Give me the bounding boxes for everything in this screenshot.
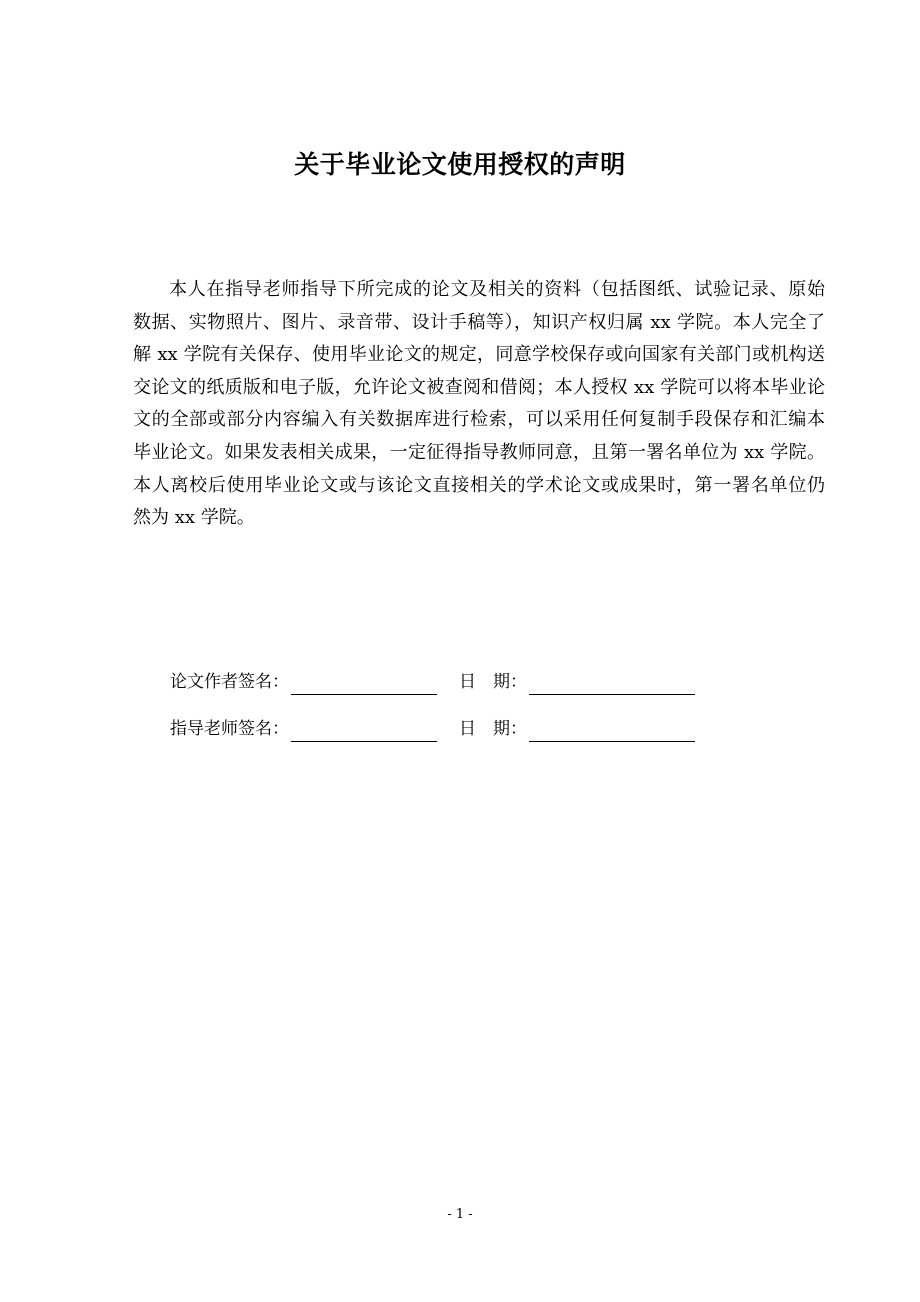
advisor-signature-row <box>170 716 695 742</box>
body-line: 文的全部或部分内容编入有关数据库进行检索，可以采用任何复制手段保存和汇编本 <box>133 409 825 431</box>
author-signature-row <box>170 669 695 695</box>
author-date-line <box>529 676 695 695</box>
author-date-label: 日 期： <box>459 672 527 692</box>
declaration-body <box>133 274 825 535</box>
advisor-date-label: 日 期： <box>459 719 527 739</box>
body-line: 本人离校后使用毕业论文或与该论文直接相关的学术论文或成果时，第一署名单位仍 <box>133 474 825 496</box>
body-line: 本人在指导老师指导下所完成的论文及相关的资料（包括图纸、试验记录、原始 <box>169 279 825 300</box>
body-line: 解 xx 学院有关保存、使用毕业论文的规定，同意学校保存或向国家有关部门或机构送 <box>133 344 825 366</box>
page-number: - 1 - <box>447 1207 473 1222</box>
author-signature-label: 论文作者签名： <box>170 672 289 692</box>
body-line: 然为 xx 学院。 <box>133 507 255 529</box>
advisor-signature-line <box>291 723 437 742</box>
body-line: 毕业论文。如果发表相关成果，一定征得指导教师同意，且第一署名单位为 xx 学院。 <box>133 441 825 463</box>
body-line: 交论文的纸质版和电子版，允许论文被查阅和借阅；本人授权 xx 学院可以将本毕业论 <box>133 376 825 398</box>
advisor-signature-label: 指导老师签名： <box>170 719 289 739</box>
body-line: 数据、实物照片、图片、录音带、设计手稿等），知识产权归属 xx 学院。本人完全了 <box>133 311 825 333</box>
document-title: 关于毕业论文使用授权的声明 <box>294 150 626 179</box>
advisor-date-line <box>529 723 695 742</box>
author-signature-line <box>291 676 437 695</box>
